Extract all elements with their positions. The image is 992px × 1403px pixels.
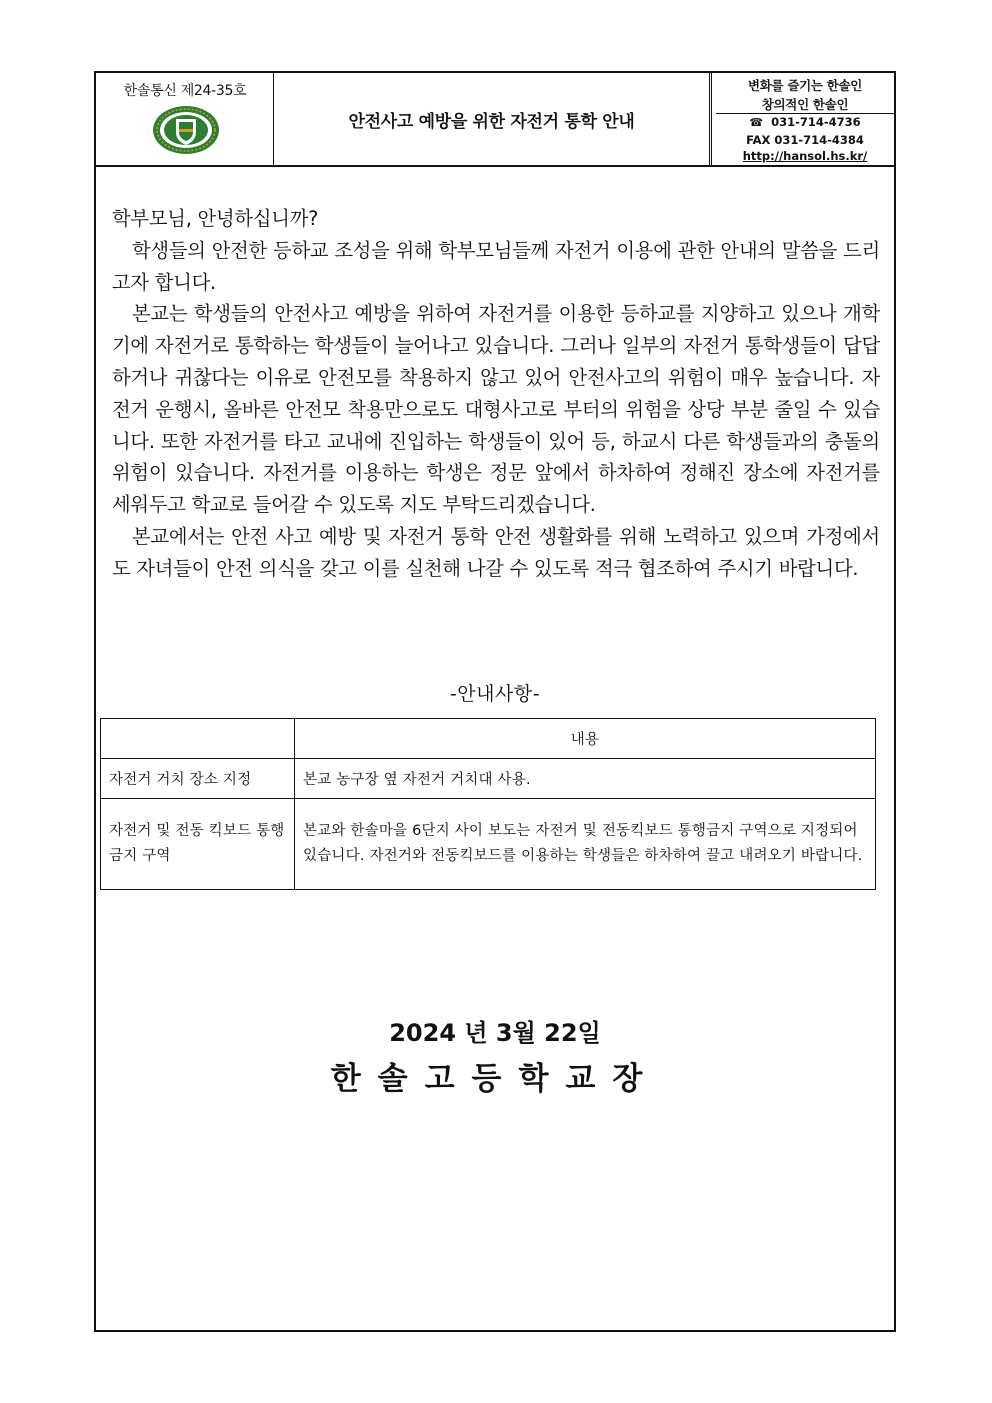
school-website-link[interactable]: http://hansol.hs.kr/ [742, 149, 868, 163]
document-title: 안전사고 예방을 위한 자전거 통학 안내 [348, 112, 635, 132]
table-header-row [101, 719, 876, 759]
letterhead-left [96, 73, 274, 165]
row-content: 본교와 한솔마을 6단지 사이 보도는 자전거 및 전동킥보드 통행금지 구역으로 지정되어있습니다. 자전거와 전동킥보드를 이용하는 학생들은 하차하여 끌고 내려오기 바랍니다. [295, 799, 876, 890]
motto-line-2: 창의적인 한솔인 [761, 97, 849, 112]
issue-date: 2024 년 3월 22일 [389, 1019, 601, 1047]
letterhead-title-cell [274, 73, 712, 165]
paragraph-1: 학생들의 안전한 등하교 조성을 위해 학부모님들께 자전거 이용에 관한 안내의 말씀을 드리고자 합니다. [112, 238, 880, 294]
notice-table [100, 718, 876, 890]
row-label: 자전거 거치 장소 지정 [101, 759, 295, 799]
row-content: 본교 농구장 옆 자전거 거치대 사용. [295, 759, 876, 799]
telephone [716, 115, 894, 129]
issue-number: 한솔통신 제24-35호 [123, 83, 247, 99]
document-frame [94, 71, 896, 1332]
table-header-label [101, 719, 295, 759]
row-label: 자전거 및 전동 킥보드 통행금지 구역 [101, 799, 295, 890]
letter-body [112, 203, 880, 585]
table-row [101, 759, 876, 799]
greeting: 학부모님, 안녕하십니까? [112, 207, 319, 230]
telephone-number: 031-714-4736 [771, 115, 861, 129]
school-seal-icon [152, 105, 220, 155]
contact-divider [716, 113, 894, 114]
paragraph-2: 본교는 학생들의 안전사고 예방을 위하여 자전거를 이용한 등하교를 지양하고 있으나 개학기에 자전거로 통학하는 학생들이 늘어나고 있습니다. 그러나 일부의 자전거 통학생들이 답답하거나 귀찮다는 이유로 안전모를 착용하지 않고 있어 안전사고의 위험이 매우 높습니다. 자전거 운행시, 올바른 안전모 착용만으로도 대형사고로 부터의 위험을 상당 부분 줄일 수 있습니다. 또한 자전거를 타고 교내에 진입하는 학생들이 있어 등, 하교시 다른 학생들과의 충돌의 위험이 있습니다. 자전거를 이용하는 학생은 정문 앞에서 하차하여 정해진 장소에 자전거를 세워두고 학교로 들어갈 수 있도록 지도 부탁드리겠습니다. [112, 302, 880, 517]
notice-title: -안내사항- [449, 683, 541, 705]
fax-number: FAX 031-714-4384 [746, 133, 864, 147]
paragraph-3: 본교에서는 안전 사고 예방 및 자전거 통학 안전 생활화를 위해 노력하고 있으며 가정에서도 자녀들이 안전 의식을 갖고 이를 실천해 나갈 수 있도록 적극 협조하여 주시기 바랍니다. [112, 524, 880, 580]
motto-line-1: 변화를 즐기는 한솔인 [747, 78, 863, 93]
letterhead-contact [716, 73, 894, 165]
table-row [101, 799, 876, 890]
phone-icon: ☎ [749, 116, 764, 129]
principal-signature: 한솔고등학교장 [330, 1061, 660, 1097]
letterhead [96, 73, 894, 167]
table-header-content: 내용 [295, 719, 876, 759]
